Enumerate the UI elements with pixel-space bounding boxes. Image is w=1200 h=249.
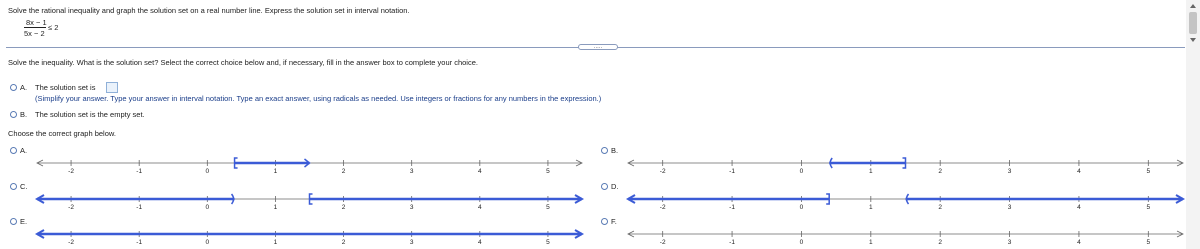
- tick-label: 3: [1007, 204, 1012, 211]
- tick-label: 5: [1146, 239, 1151, 246]
- tick-label: -2: [68, 168, 74, 175]
- tick-label: -1: [136, 239, 143, 246]
- graph-f-radio[interactable]: [601, 218, 608, 225]
- tick-label: 2: [938, 239, 942, 246]
- tick-label: -1: [136, 168, 143, 175]
- tick-label: 0: [799, 239, 804, 246]
- tick-label: 0: [799, 204, 804, 211]
- graph-e-radio[interactable]: [10, 218, 17, 225]
- tick-label: 5: [546, 239, 550, 246]
- choice-a-letter: A.: [20, 83, 28, 92]
- choice-a-hint: (Simplify your answer. Type your answer in interval notation. Type an exact answer, using radicals as needed. Use integers or fractions for any numbers in the expression.): [35, 94, 602, 103]
- tick-label: 0: [205, 204, 210, 211]
- number-line-e[interactable]: [37, 226, 582, 246]
- tick-label: 2: [938, 204, 942, 211]
- choice-a-text: The solution set is: [35, 83, 96, 92]
- inequality-relation: ≤ 2: [48, 23, 59, 32]
- tick-label: 2: [341, 204, 346, 211]
- choice-a-radio[interactable]: [10, 84, 17, 91]
- tick-label: 1: [869, 204, 873, 211]
- fraction-bar: [24, 27, 46, 28]
- graph-a-radio[interactable]: [10, 147, 17, 154]
- tick-label: 1: [869, 239, 873, 246]
- tick-label: 2: [341, 239, 346, 246]
- tick-label: -1: [729, 168, 735, 175]
- number-line-f[interactable]: [628, 226, 1183, 246]
- tick-label: -2: [68, 239, 74, 246]
- tick-label: 4: [1077, 239, 1081, 246]
- graph-f-letter: F.: [611, 217, 617, 226]
- graph-b-letter: B.: [611, 146, 619, 155]
- inequality-denominator: 5x − 2: [24, 29, 45, 38]
- tick-label: 5: [546, 168, 550, 175]
- tick-label: 5: [1146, 168, 1151, 175]
- tick-label: 5: [546, 204, 550, 211]
- tick-label: 2: [341, 168, 346, 175]
- scroll-down-icon[interactable]: [1190, 38, 1196, 42]
- tick-label: -1: [729, 239, 735, 246]
- choice-b-letter: B.: [20, 110, 28, 119]
- instructions-text: Solve the rational inequality and graph the solution set on a real number line. Express the solution set in interval notation.: [8, 6, 410, 15]
- scroll-up-icon[interactable]: [1190, 4, 1196, 8]
- vertical-scrollbar[interactable]: [1186, 0, 1200, 249]
- question-text: Solve the inequality. What is the solution set? Select the correct choice below and, if necessary, fill in the answer box to complete your choice.: [8, 58, 478, 67]
- tick-label: -1: [729, 204, 735, 211]
- tick-label: 3: [409, 239, 414, 246]
- graph-a-letter: A.: [20, 146, 28, 155]
- graph-b-radio[interactable]: [601, 147, 608, 154]
- tick-label: 2: [938, 168, 942, 175]
- number-line-d[interactable]: [628, 191, 1183, 211]
- tick-label: 3: [409, 168, 414, 175]
- scrollbar-thumb[interactable]: [1189, 12, 1197, 34]
- tick-label: 0: [205, 239, 210, 246]
- number-line-c[interactable]: [37, 191, 582, 211]
- tick-label: -2: [659, 168, 666, 175]
- answer-input-box[interactable]: [106, 82, 118, 93]
- graph-d-radio[interactable]: [601, 183, 608, 190]
- tick-label: 4: [1077, 204, 1081, 211]
- divider-expand-button[interactable]: .....: [578, 44, 618, 50]
- graph-c-letter: C.: [20, 182, 28, 191]
- tick-label: 3: [409, 204, 414, 211]
- number-line-a[interactable]: [37, 155, 582, 175]
- tick-label: -2: [659, 239, 666, 246]
- tick-label: 1: [273, 239, 278, 246]
- tick-label: 3: [1007, 239, 1012, 246]
- tick-label: 5: [1146, 204, 1151, 211]
- graph-d-letter: D.: [611, 182, 619, 191]
- graph-c-radio[interactable]: [10, 183, 17, 190]
- tick-label: 4: [478, 168, 482, 175]
- choice-b-radio[interactable]: [10, 111, 17, 118]
- inequality-expression: [24, 18, 64, 40]
- tick-label: 1: [273, 204, 278, 211]
- tick-label: -2: [659, 204, 666, 211]
- tick-label: 0: [799, 168, 804, 175]
- number-line-b[interactable]: [628, 155, 1183, 175]
- tick-label: 4: [1077, 168, 1081, 175]
- tick-label: 4: [478, 204, 482, 211]
- graph-prompt: Choose the correct graph below.: [8, 129, 116, 138]
- choice-b-text: The solution set is the empty set.: [35, 110, 145, 119]
- tick-label: 4: [478, 239, 482, 246]
- graph-e-letter: E.: [20, 217, 28, 226]
- tick-label: -1: [136, 204, 143, 211]
- tick-label: -2: [68, 204, 74, 211]
- tick-label: 3: [1007, 168, 1012, 175]
- tick-label: 0: [205, 168, 210, 175]
- tick-label: 1: [869, 168, 873, 175]
- inequality-numerator: 8x − 1: [26, 18, 47, 27]
- tick-label: 1: [273, 168, 278, 175]
